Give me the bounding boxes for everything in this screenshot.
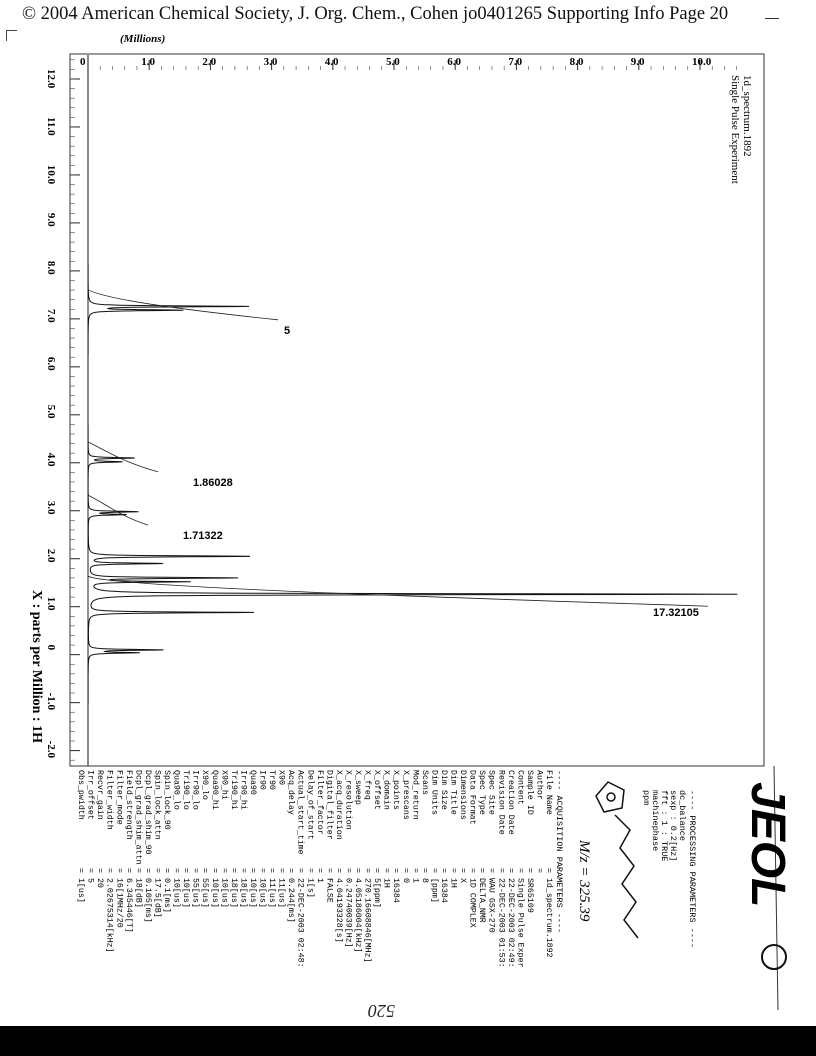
acquisition-key: Irr90_hi: [238, 770, 248, 810]
acquisition-value: = DELTA_NMR: [477, 868, 487, 923]
x-tick-label: 9.0: [45, 212, 57, 227]
acquisition-value: = Single Pulse Exper: [515, 868, 525, 968]
acquisition-value: = 55[us]: [200, 868, 210, 908]
acquisition-value: = 0.244[ms]: [286, 868, 296, 923]
acquisition-value: = 55[us]: [190, 868, 200, 908]
acquisition-value: = 4.04193328[s]: [333, 868, 343, 943]
tick-group: [70, 60, 737, 760]
acquisition-value: = 10[us]: [257, 868, 267, 908]
x-tick-label: 6.0: [45, 356, 57, 371]
acquisition-key: X_sweep: [353, 770, 362, 805]
acquisition-value: = 18[us]: [228, 868, 238, 908]
acquisition-key: Obs_pwidth: [76, 770, 86, 820]
acquisition-key: Dim Units: [429, 770, 439, 815]
scan-bottom-edge: [0, 1026, 816, 1056]
acquisition-key: X90_lo: [200, 770, 210, 800]
acquisition-value: = 10[us]: [181, 868, 191, 908]
ring-sketch: [596, 782, 624, 812]
mass-note: M/z = 325.39: [576, 840, 592, 922]
acquisition-key: Delay_of_start: [305, 770, 315, 840]
acquisition-value: = 1H: [381, 868, 391, 888]
acquisition-value: = 1: [410, 868, 420, 883]
acquisition-value: = 16384: [391, 868, 401, 903]
page-header: © 2004 American Chemical Society, J. Org. Chem., Cohen jo0401265 Supporting Info Page 20: [22, 4, 729, 24]
jeol-logo-text: JEOL: [741, 782, 794, 908]
integral-label: 5: [284, 324, 291, 337]
integral-curve: [88, 576, 708, 606]
acquisition-value: = 1[us]: [76, 868, 86, 903]
x-tick-label: 10.0: [45, 164, 57, 185]
acquisition-key: Creation Date: [505, 770, 515, 835]
acquisition-value: = 2.02675314[kHz]: [104, 868, 114, 953]
acquisition-value: = 0.1[ms]: [162, 868, 171, 913]
acquisition-key: Filter_width: [104, 770, 114, 830]
integral-group: [88, 290, 708, 619]
acquisition-value: = 16[1MHz/20: [114, 868, 124, 928]
acquisition-key: Data Format: [467, 770, 477, 825]
chart-subtitle: Single Pulse Experiment: [729, 75, 741, 184]
y-tick-label: 6.0: [447, 56, 461, 68]
acquisition-key: Qua90: [247, 770, 257, 795]
x-tick-label: 3.0: [45, 500, 57, 515]
acquisition-value: = 5[ppm]: [372, 868, 382, 908]
acquisition-value: = FALSE: [324, 868, 334, 903]
y-tick-label: 1.0: [141, 56, 155, 68]
acquisition-value: = 16384: [438, 868, 448, 903]
acquisition-key: Sample ID: [524, 770, 534, 815]
acquisition-key: Acq_delay: [286, 770, 296, 815]
y-tick-label: 0: [80, 56, 86, 68]
x-axis-label: X : parts per Million : 1H: [29, 590, 44, 743]
acquisition-value: = 10[us]: [247, 868, 257, 908]
acquisition-key: Digital_filter: [324, 770, 334, 840]
x-tick-label: 8.0: [45, 260, 57, 275]
y-axis-label: (Millions): [120, 33, 166, 45]
x-tick-label: -2.0: [45, 740, 57, 759]
x-tick-label: 12.0: [45, 68, 57, 89]
acquisition-value: = 270.16608846[MHz]: [362, 868, 372, 963]
acquisition-key: X90: [276, 770, 286, 785]
chain-sketch: [615, 815, 638, 938]
processing-parameters: [641, 790, 697, 948]
acquisition-value: = 5: [85, 868, 95, 883]
acquisition-value: = 1D COMPLEX: [467, 868, 477, 928]
acquisition-value: = [ppm]: [429, 868, 439, 903]
acquisition-key: Tri90_hi: [228, 770, 238, 810]
acquisition-value: = 10[us]: [219, 868, 229, 908]
acquisition-key: X_resolution: [343, 770, 353, 830]
acquisition-key: Revision Date: [496, 770, 506, 835]
acquisition-value: = 8: [419, 868, 429, 883]
acquisition-value: =: [534, 868, 544, 873]
ring-dot: [607, 793, 615, 801]
panel-divider: [70, 766, 764, 767]
acquisition-key: Qua90_hi: [209, 770, 219, 810]
x-tick-label: 1.0: [45, 596, 57, 611]
y-tick-label: 7.0: [508, 56, 523, 68]
processing-line: ppm: [641, 790, 651, 806]
processing-line: fft : 1 : TRUE: [659, 790, 669, 862]
acquisition-key: Dim Title: [448, 770, 458, 815]
acquisition-key: X90_hi: [219, 770, 229, 800]
acquisition-value: = 6.345446[T]: [123, 868, 133, 933]
jeol-logo-mark: [762, 945, 786, 969]
acquisition-value: = 1[s]: [305, 868, 315, 898]
x-tick-label: -1.0: [45, 692, 57, 711]
acquisition-key: X_acq_duration: [333, 770, 343, 840]
integral-label: 1.71322: [183, 530, 223, 543]
acquisition-key: Field_strength: [123, 770, 133, 840]
y-tick-label: 3.0: [263, 56, 278, 68]
jeol-logo: [741, 782, 794, 969]
acquisition-key: Content: [515, 770, 525, 805]
acquisition-key: Actual_start_time: [295, 770, 305, 855]
acquisition-key: X_offset: [372, 770, 382, 810]
processing-title: ---- PROCESSING PARAMETERS ----: [687, 790, 697, 949]
acquisition-title: ---- ACQUISITION PARAMETERS ----: [554, 770, 564, 934]
acquisition-key: X_freq: [362, 770, 372, 800]
plot-frame: [70, 54, 764, 766]
acquisition-value: = 0.105[ms]: [142, 868, 152, 923]
acquisition-value: = 20: [95, 868, 105, 888]
x-tick-label: 4.0: [45, 452, 57, 467]
acquisition-value: = 1H: [448, 868, 458, 888]
acquisition-key: Filter_mode: [114, 770, 124, 825]
page-footnote: 520: [368, 1001, 395, 1021]
acquisition-key: Tr90: [267, 770, 277, 790]
acquisition-key: Dimensions: [458, 770, 468, 820]
acquisition-value: = 1: [314, 868, 324, 883]
tick-label-group: [45, 56, 712, 759]
processing-line: machinephase: [650, 790, 660, 852]
acquisition-value: = 11[us]: [276, 868, 286, 908]
acquisition-value: = 1d_spectrum.1892: [544, 868, 553, 958]
x-tick-label: 0: [45, 644, 57, 651]
y-tick-label: 8.0: [569, 56, 584, 68]
acquisition-key: Author: [534, 770, 544, 800]
acquisition-key: Spin_lock_90: [162, 770, 171, 830]
acquisition-key: Recvr_gain: [95, 770, 105, 820]
acquisition-value: = 10[us]: [171, 868, 181, 908]
acquisition-value: = 18[us]: [238, 868, 248, 908]
acquisition-value: = WAU GSX-270: [486, 868, 496, 933]
acquisition-key: Scans: [419, 770, 429, 795]
y-tick-label: 5.0: [386, 56, 400, 68]
chart-title: 1d_spectrum.1892: [741, 75, 753, 157]
y-tick-label: 9.0: [630, 56, 645, 68]
acquisition-value: = X: [458, 868, 468, 883]
acquisition-value: = 11[us]: [267, 868, 277, 908]
acquisition-key: Ir90: [257, 770, 267, 790]
acquisition-key: Tri90_lo: [181, 770, 191, 810]
acquisition-key: Irr90_lo: [190, 770, 200, 810]
acquisition-key: Dim Size: [438, 770, 448, 810]
acquisition-key: Spec Site: [486, 770, 496, 815]
x-tick-label: 11.0: [45, 116, 57, 136]
spectrum-trace: [88, 55, 737, 765]
y-tick-label: 4.0: [324, 56, 339, 68]
acquisition-value: = 0: [400, 868, 410, 883]
acquisition-key: Irr_offset: [85, 770, 95, 820]
processing-line: sexp : 0.2[Hz]: [668, 790, 678, 862]
integral-label: 1.86028: [193, 476, 233, 489]
acquisition-key: Qua90_lo: [171, 770, 181, 810]
processing-line: dc_balance: [677, 790, 687, 842]
acquisition-key: Spin_lock_attn: [152, 770, 162, 840]
acquisition-parameters: [76, 770, 564, 968]
acquisition-value: = 18[dB]: [133, 868, 143, 908]
acquisition-value: = 17.5[dB]: [152, 868, 162, 918]
x-tick-label: 2.0: [45, 548, 57, 563]
acquisition-value: = 22-DEC-2003 02:48:: [295, 868, 305, 968]
x-tick-label: 7.0: [45, 308, 57, 323]
acquisition-key: X_points: [391, 770, 401, 810]
acquisition-key: Dcpl_grad_shim_90: [142, 770, 152, 855]
acquisition-key: Spec Type: [477, 770, 487, 815]
acquisition-key: File Name: [544, 770, 553, 815]
acquisition-value: = 22-DEC-2003 02:49:: [505, 868, 515, 968]
structure-sketch: [596, 782, 638, 938]
acquisition-value: = 4.05186004[kHz]: [353, 868, 362, 953]
acquisition-key: Mod_return: [410, 770, 420, 820]
acquisition-value: = 0.24740039[Hz]: [343, 868, 353, 948]
y-tick-label: 10.0: [692, 56, 712, 68]
y-tick-label: 2.0: [202, 56, 217, 68]
acquisition-value: = SR65109: [524, 868, 534, 913]
acquisition-key: X_prescans: [400, 770, 410, 820]
acquisition-key: X_domain: [381, 770, 391, 810]
acquisition-key: Dcpl_grad_shim_attn: [133, 770, 143, 865]
integral-label: 17.32105: [653, 607, 699, 620]
x-tick-label: 5.0: [45, 404, 57, 419]
acquisition-value: = 10[us]: [209, 868, 219, 908]
acquisition-value: = 22-DEC-2003 01:53:: [496, 868, 506, 968]
acquisition-key: Filter_factor: [314, 770, 324, 835]
